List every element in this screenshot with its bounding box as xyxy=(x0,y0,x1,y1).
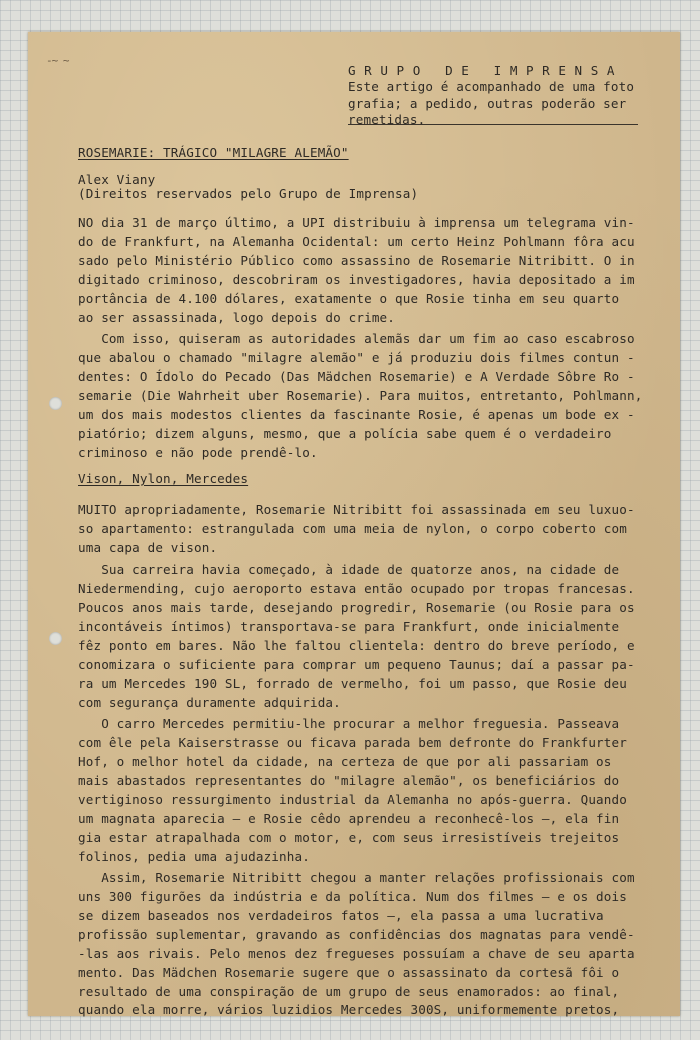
header-rule xyxy=(348,124,638,125)
photo-note-line: remetidas. xyxy=(348,112,426,127)
body-line: incontáveis íntimos) transportava-se para Frankfurt, onde inicialmente xyxy=(78,619,620,634)
body-line: um dos mais modestos clientes da fascinante Rosie, é apenas um bode ex - xyxy=(78,407,635,422)
photo-note-line: grafia; a pedido, outras poderão ser xyxy=(348,95,627,111)
body-line: um magnata aparecia — e Rosie cêdo aprendeu a reconhecê-los —, ela fin xyxy=(78,811,620,826)
body-line: Hof, o melhor hotel da cidade, na certeza de que por ali passariam os xyxy=(78,754,612,769)
body-line: dentes: O Ídolo do Pecado (Das Mädchen Rosemarie) e A Verdade Sôbre Ro - xyxy=(78,369,635,384)
body-line: Niedermending, cujo aeroporto estava então ocupado por tropas francesas. xyxy=(78,581,635,596)
body-line: portância de 4.100 dólares, exatamente o que Rosie tinha em seu quarto xyxy=(78,291,620,306)
body-line: profissão suplementar, gravando as confidências dos magnatas para vendê- xyxy=(78,927,635,942)
body-line: ao ser assassinada, logo depois do crime. xyxy=(78,310,396,325)
body-line: digitado criminoso, descobriram os investigadores, havia depositado a im xyxy=(78,272,635,287)
body-line: O carro Mercedes permitiu-lhe procurar a melhor freguesia. Passeava xyxy=(78,716,620,731)
press-group-title: GRUPO DE IMPRENSA xyxy=(348,63,624,78)
body-line: sado pelo Ministério Público como assassino de Rosemarie Nitribitt. O in xyxy=(78,253,635,268)
document-page xyxy=(28,32,680,1016)
punch-hole xyxy=(49,397,62,410)
body-line: Sua carreira havia começado, à idade de quatorze anos, na cidade de xyxy=(78,562,620,577)
body-line: so apartamento: estrangulada com uma meia de nylon, o corpo coberto com xyxy=(78,521,627,536)
rights-notice: (Direitos reservados pelo Grupo de Imprensa) xyxy=(78,186,419,201)
photo-note-line: Este artigo é acompanhado de uma foto xyxy=(348,79,635,94)
body-line: fêz ponto em bares. Não lhe faltou clientela: dentro do breve período, e xyxy=(78,638,635,653)
body-line: com segurança duramente adquirida. xyxy=(78,695,341,710)
article-title: ROSEMARIE: TRÁGICO "MILAGRE ALEMÃO" xyxy=(78,145,349,160)
body-line: gia estar atrapalhada com o motor, e, com seus irresistíveis trejeitos xyxy=(78,830,620,845)
pen-mark: -~ ~ xyxy=(46,54,69,67)
section-title: Vison, Nylon, Mercedes xyxy=(78,471,249,486)
body-line: -las aos rivais. Pelo menos dez fregueses possuíam a chave de seu aparta xyxy=(78,946,635,961)
body-line: piatório; dizem alguns, mesmo, que a polícia sabe quem é o verdadeiro xyxy=(78,426,612,441)
body-line: Assim, Rosemarie Nitribitt chegou a manter relações profissionais com xyxy=(78,870,635,885)
body-line: mento. Das Mädchen Rosemarie sugere que o assassinato da cortesã fôi o xyxy=(78,965,620,980)
author-name: Alex Viany xyxy=(78,172,156,187)
body-line: que abalou o chamado "milagre alemão" e já produziu dois filmes contun - xyxy=(78,350,635,365)
body-line: com êle pela Kaiserstrasse ou ficava parada bem defronte do Frankfurter xyxy=(78,735,627,750)
body-line: Com isso, quiseram as autoridades alemãs dar um fim ao caso escabroso xyxy=(78,331,635,346)
body-line: NO dia 31 de março último, a UPI distribuiu à imprensa um telegrama vin- xyxy=(78,215,635,230)
body-line: uma capa de vison. xyxy=(78,540,218,555)
body-line: do de Frankfurt, na Alemanha Ocidental: um certo Heinz Pohlmann fôra acu xyxy=(78,234,635,249)
body-line: resultado de uma conspiração de um grupo de seus enamorados: ao final, xyxy=(78,984,620,999)
press-header xyxy=(348,62,643,129)
body-line: ra um Mercedes 190 SL, forrado de vermelho, foi um passo, que Rosie deu xyxy=(78,676,627,691)
body-line: vertiginoso ressurgimento industrial da Alemanha no após-guerra. Quando xyxy=(78,792,627,807)
body-line: criminoso e não pode prendê-lo. xyxy=(78,445,318,460)
body-line: folinos, pedia uma ajudazinha. xyxy=(78,849,310,864)
body-line: se dizem baseados nos verdadeiros fatos —, ela passa a uma lucrativa xyxy=(78,908,604,923)
body-line: semarie (Die Wahrheit uber Rosemarie). Para muitos, entretanto, Pohlmann, xyxy=(78,388,643,403)
body-line: quando ela morre, vários luzidios Mercedes 300S, uniformemente pretos, xyxy=(78,1002,620,1017)
body-line: MUITO apropriadamente, Rosemarie Nitribitt foi assassinada em seu luxuo- xyxy=(78,502,635,517)
body-line: mais abastados representantes do "milagre alemão", os beneficiários do xyxy=(78,773,620,788)
body-line: uns 300 figurões da indústria e da política. Num dos filmes — e os dois xyxy=(78,889,627,904)
body-line: Poucos anos mais tarde, desejando progredir, Rosemarie (ou Rosie para os xyxy=(78,600,635,615)
body-line: conomizara o suficiente para comprar um pequeno Taunus; daí a passar pa- xyxy=(78,657,635,672)
punch-hole xyxy=(49,632,62,645)
